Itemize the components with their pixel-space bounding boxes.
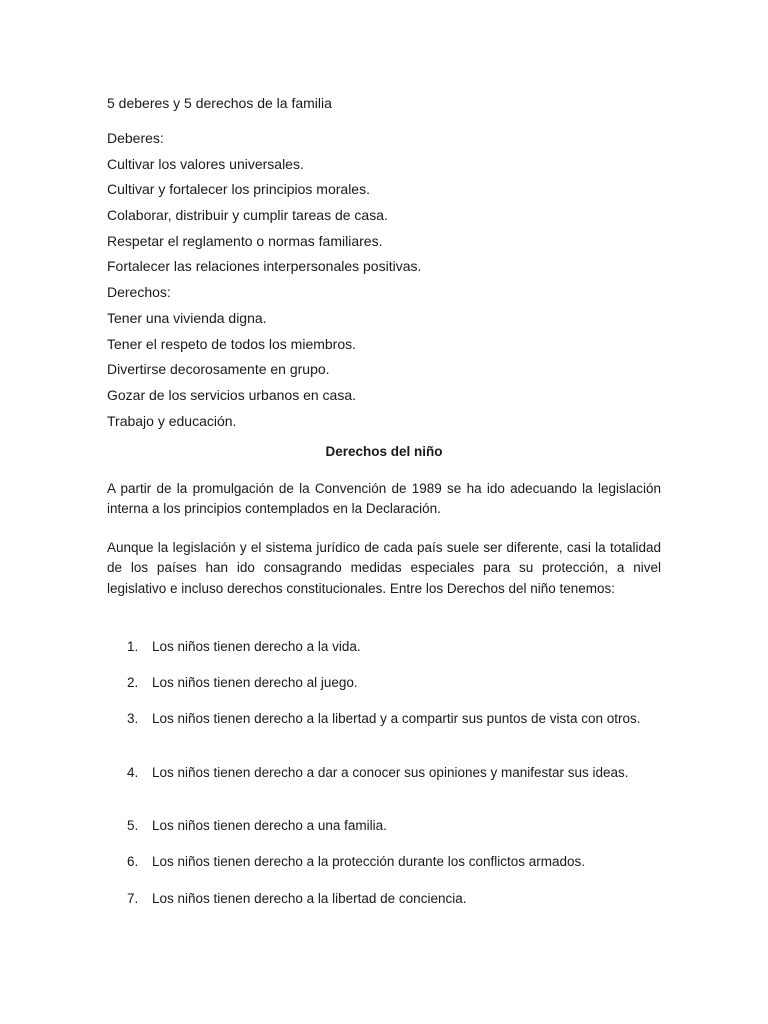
list-item: Divertirse decorosamente en grupo. — [107, 361, 330, 378]
list-item-text: Los niños tienen derecho a dar a conocer sus opiniones y manifestar sus ideas. — [152, 765, 629, 780]
list-item: Cultivar y fortalecer los principios morales. — [107, 181, 370, 198]
section-label-deberes: Deberes: — [107, 130, 164, 146]
numbered-list-item — [107, 817, 661, 835]
numbered-list-item — [107, 638, 661, 656]
family-duties-rights-list — [107, 126, 421, 434]
numbered-list-item — [107, 853, 661, 871]
list-item-text: Los niños tienen derecho a la protección durante los conflictos armados. — [152, 854, 586, 869]
list-item-text: Los niños tienen derecho al juego. — [152, 675, 358, 690]
list-item: Respetar el reglamento o normas familiares. — [107, 232, 383, 249]
list-item: Cultivar los valores universales. — [107, 155, 304, 172]
list-number: 6. — [127, 854, 139, 869]
list-number: 4. — [127, 765, 139, 780]
body-paragraph: Aunque la legislación y el sistema jurídico de cada país suele ser diferente, casi la totalidad de los países han ido consagrando medidas especiales para su protección, a nivel legislativo e incluso derechos constitucionales. Entre los Derechos del niño tenemos: — [107, 540, 661, 596]
intro-paragraph: A partir de la promulgación de la Convención de 1989 se ha ido adecuando la legislación interna a los principios contemplados en la Declaración. — [107, 481, 661, 517]
numbered-list-item — [107, 764, 661, 782]
list-item-text: Los niños tienen derecho a una familia. — [152, 818, 387, 833]
numbered-list-item — [107, 674, 661, 692]
list-item: Fortalecer las relaciones interpersonales positivas. — [107, 258, 422, 275]
numbered-list-item — [107, 710, 661, 728]
list-item: Tener una vivienda digna. — [107, 309, 267, 326]
list-item-text: Los niños tienen derecho a la libertad de conciencia. — [152, 891, 467, 906]
list-number: 5. — [127, 818, 139, 833]
section-label-derechos: Derechos: — [107, 284, 171, 301]
list-number: 3. — [127, 711, 139, 726]
list-item-text: Los niños tienen derecho a la vida. — [152, 639, 361, 654]
list-number: 2. — [127, 675, 139, 690]
list-number: 1. — [127, 639, 139, 654]
list-item: Colaborar, distribuir y cumplir tareas de casa. — [107, 207, 388, 224]
numbered-list-item — [107, 890, 661, 908]
list-item: Trabajo y educación. — [107, 412, 237, 429]
document-title: 5 deberes y 5 derechos de la familia — [107, 95, 332, 111]
list-item: Tener el respeto de todos los miembros. — [107, 335, 357, 352]
list-item-text: Los niños tienen derecho a la libertad y a compartir sus puntos de vista con otros. — [152, 711, 641, 726]
list-number: 7. — [127, 891, 139, 906]
section-heading: Derechos del niño — [325, 444, 443, 459]
list-item: Gozar de los servicios urbanos en casa. — [107, 386, 357, 403]
